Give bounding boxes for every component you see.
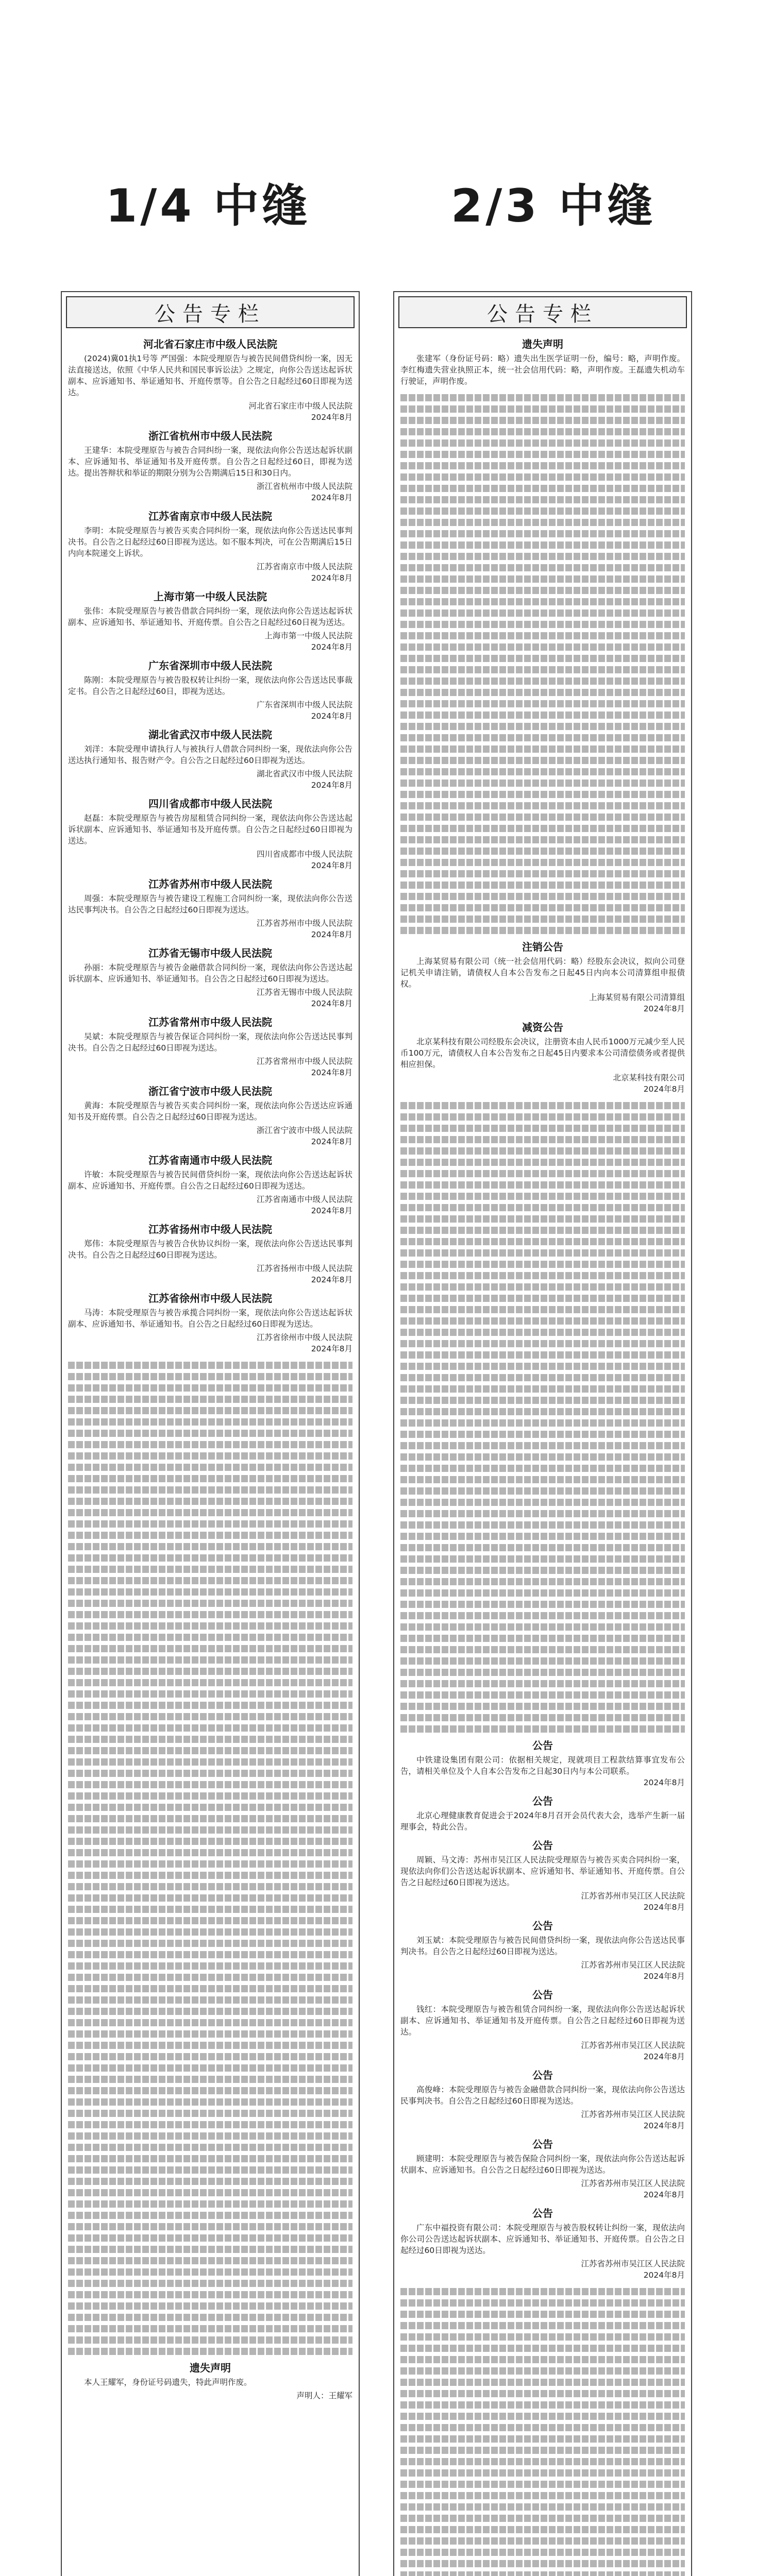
notice-signature: 江苏省徐州市中级人民法院	[256, 1333, 352, 1342]
notice-body: 李明：本院受理原告与被告买卖合同纠纷一案，现依法向你公告送达民事判决书。自公告之日起经过60日即视为送达。如不服本判决，可在公告期满后15日内向本院递交上诉状。	[68, 526, 352, 558]
notice-signature: 江苏省苏州市吴江区人民法院	[581, 2259, 685, 2268]
notice-date: 2024年8月	[311, 1275, 352, 1284]
notice-signature: 江苏省苏州市吴江区人民法院	[581, 1891, 685, 1901]
notice-body: 北京心理健康教育促进会于2024年8月召开会员代表大会，选举产生新一届理事会，特此公告。	[400, 1811, 685, 1832]
notice-signature: 江苏省扬州市中级人民法院	[256, 1264, 352, 1273]
notice-heading: 浙江省宁波市中级人民法院	[148, 1085, 272, 1097]
notice-heading: 公告	[532, 2207, 553, 2219]
notice-heading: 江苏省苏州市中级人民法院	[148, 878, 272, 890]
notice-date: 2024年8月	[311, 861, 352, 870]
lost-declaration-heading: 遗失声明	[190, 2362, 231, 2374]
notice-heading: 江苏省南京市中级人民法院	[148, 510, 272, 522]
notice-date: 2024年8月	[311, 930, 352, 939]
notice-item	[68, 798, 352, 871]
right-notice-column	[393, 291, 692, 2576]
notice-heading: 江苏省常州市中级人民法院	[148, 1016, 272, 1028]
notice-item	[400, 1920, 685, 1982]
notice-item	[68, 729, 352, 791]
notice-body: (2024)冀01执1号等 严国强：本院受理原告与被告民间借贷纠纷一案，因无法直接送达，依照《中华人民共和国民事诉讼法》之规定，向你公告送达起诉状副本、应诉通知书、举证通知书、开庭传票等。自公告之日起经过60日即视为送达。	[68, 354, 352, 397]
notice-item	[68, 1293, 352, 1354]
notice-heading: 公告	[532, 1739, 553, 1752]
notice-date: 2024年8月	[311, 1137, 352, 1146]
text-filler	[400, 394, 685, 934]
notice-heading: 江苏省徐州市中级人民法院	[148, 1292, 272, 1304]
notice-heading: 河北省石家庄市中级人民法院	[143, 338, 277, 350]
text-filler	[68, 1362, 352, 2355]
text-filler	[400, 1102, 685, 1733]
notice-item	[68, 1016, 352, 1078]
notice-date: 2024年8月	[643, 2052, 685, 2061]
notice-date: 2024年8月	[311, 999, 352, 1008]
notice-signature: 江苏省南京市中级人民法院	[256, 562, 352, 571]
notice-body: 北京某科技有限公司经股东会决议，注册资本由人民币1000万元减少至人民币100万元，请债权人自本公告发布之日起45日内要求本公司清偿债务或者提供相应担保。	[400, 1037, 685, 1069]
notice-body: 黄海：本院受理原告与被告买卖合同纠纷一案，现依法向你公告送达应诉通知书及开庭传票。自公告之日起经过60日即视为送达。	[68, 1101, 352, 1122]
right-seam-label: 2/3 中缝	[451, 179, 656, 232]
notice-body: 钱红：本院受理原告与被告租赁合同纠纷一案，现依法向你公告送达起诉状副本、应诉通知书、举证通知书及开庭传票。自公告之日起经过60日即视为送达。	[400, 2005, 685, 2037]
notice-date: 2024年8月	[311, 781, 352, 790]
left-column-banner: 公告专栏	[66, 296, 355, 328]
notice-date: 2024年8月	[311, 1344, 352, 1353]
notice-heading: 江苏省扬州市中级人民法院	[148, 1223, 272, 1235]
notice-heading: 浙江省杭州市中级人民法院	[148, 430, 272, 442]
notice-heading: 公告	[532, 1839, 553, 1852]
notice-body: 王建华：本院受理原告与被告合同纠纷一案，现依法向你公告送达起诉状副本、应诉通知书、举证通知书及开庭传票。自公告之日起经过60日，即视为送达。提出答辩状和举证的期限分别为公告期满后15日和30日内。	[68, 446, 352, 478]
text-filler	[400, 2288, 685, 2576]
notice-body: 周强：本院受理原告与被告建设工程施工合同纠纷一案，现依法向你公告送达民事判决书。自公告之日起经过60日即视为送达。	[68, 894, 352, 914]
notice-signature: 浙江省杭州市中级人民法院	[256, 482, 352, 491]
notice-heading: 湖北省武汉市中级人民法院	[148, 728, 272, 741]
left-column-body	[62, 328, 359, 2414]
notice-item	[400, 2208, 685, 2281]
lost-declaration-signature: 声明人：王耀军	[296, 2391, 352, 2400]
notice-body: 刘玉斌：本院受理原告与被告民间借贷纠纷一案，现依法向你公告送达民事判决书。自公告之日起经过60日即视为送达。	[400, 1936, 685, 1956]
notice-body: 广东中福投资有限公司：本院受理原告与被告股权转让纠纷一案，现依法向你公司公告送达起诉状副本、应诉通知书、举证通知书、开庭传票。自公告之日起经过60日即视为送达。	[400, 2223, 685, 2255]
right-column-body	[394, 328, 691, 2576]
notice-item	[68, 1155, 352, 1216]
notice-item	[400, 1795, 685, 1833]
left-seam-label: 1/4 中缝	[106, 179, 311, 232]
left-notice-column	[61, 291, 360, 2576]
lost-declaration-body: 本人王耀军，身份证号码遗失，特此声明作废。	[84, 2378, 252, 2387]
notice-body: 郑伟：本院受理原告与被告合伙协议纠纷一案，现依法向你公告送达民事判决书。自公告之日起经过60日即视为送达。	[68, 1239, 352, 1260]
notice-item	[400, 1740, 685, 1788]
notice-item	[400, 338, 685, 387]
notice-signature: 广东省深圳市中级人民法院	[256, 700, 352, 709]
notice-heading: 公告	[532, 2138, 553, 2150]
notice-body: 顾建明：本院受理原告与被告保险合同纠纷一案，现依法向你公告送达起诉状副本、应诉通知书。自公告之日起经过60日即视为送达。	[400, 2154, 685, 2175]
notice-signature: 江苏省苏州市吴江区人民法院	[581, 2110, 685, 2119]
notice-item	[400, 1989, 685, 2062]
notice-item	[68, 338, 352, 423]
right-column-banner: 公告专栏	[398, 296, 687, 328]
notice-signature: 上海某贸易有限公司清算组	[589, 993, 685, 1002]
notice-signature: 江苏省无锡市中级人民法院	[256, 988, 352, 997]
notice-signature: 江苏省南通市中级人民法院	[256, 1195, 352, 1204]
notice-item	[68, 1086, 352, 1147]
notice-signature: 江苏省苏州市吴江区人民法院	[581, 2041, 685, 2050]
notice-body: 赵磊：本院受理原告与被告房屋租赁合同纠纷一案，现依法向你公告送达起诉状副本、应诉通知书、举证通知书及开庭传票。自公告之日起经过60日即视为送达。	[68, 814, 352, 845]
notice-signature: 江苏省苏州市吴江区人民法院	[581, 1960, 685, 1970]
notice-date: 2024年8月	[643, 2190, 685, 2199]
notice-item	[68, 591, 352, 653]
notice-date: 2024年8月	[643, 1004, 685, 1013]
notice-item	[400, 1022, 685, 1095]
notice-body: 马涛：本院受理原告与被告承揽合同纠纷一案，现依法向你公告送达起诉状副本、应诉通知书、举证通知书。自公告之日起经过60日即视为送达。	[68, 1308, 352, 1329]
notice-body: 上海某贸易有限公司（统一社会信用代码：略）经股东会决议，拟向公司登记机关申请注销，请债权人自本公告发布之日起45日内向本公司清算组申报债权。	[400, 957, 685, 989]
notice-item	[400, 2070, 685, 2131]
notice-body: 许敏：本院受理原告与被告民间借贷纠纷一案，现依法向你公告送达起诉状副本、应诉通知书、开庭传票。自公告之日起经过60日即视为送达。	[68, 1170, 352, 1191]
notice-heading: 四川省成都市中级人民法院	[148, 798, 272, 810]
notice-body: 刘洋：本院受理申请执行人与被执行人借款合同纠纷一案，现依法向你公告送达执行通知书、报告财产令。自公告之日起经过60日即视为送达。	[68, 744, 352, 765]
notice-date: 2024年8月	[643, 2270, 685, 2280]
notice-heading: 上海市第一中级人民法院	[154, 590, 267, 603]
notice-date: 2024年8月	[311, 1068, 352, 1077]
notice-body: 陈刚：本院受理原告与被告股权转让纠纷一案，现依法向你公告送达民事裁定书。自公告之日起经过60日，即视为送达。	[68, 675, 352, 696]
notice-body: 中铁建设集团有限公司：依据相关规定，现就项目工程款结算事宜发布公告，请相关单位及个人自本公告发布之日起30日内与本公司联系。	[400, 1755, 685, 1776]
notice-item	[68, 511, 352, 584]
notice-date: 2024年8月	[311, 413, 352, 422]
notice-body: 高俊峰：本院受理原告与被告金融借款合同纠纷一案，现依法向你公告送达民事判决书。自公告之日起经过60日即视为送达。	[400, 2085, 685, 2106]
notice-signature: 北京某科技有限公司	[613, 1073, 685, 1082]
notice-signature: 江苏省苏州市中级人民法院	[256, 919, 352, 928]
notice-item	[68, 878, 352, 940]
notice-date: 2024年8月	[643, 1972, 685, 1981]
notice-body: 吴斌：本院受理原告与被告保证合同纠纷一案，现依法向你公告送达民事判决书。自公告之日起经过60日即视为送达。	[68, 1032, 352, 1053]
notice-heading: 公告	[532, 1795, 553, 1807]
notice-signature: 湖北省武汉市中级人民法院	[256, 769, 352, 778]
notice-signature: 江苏省常州市中级人民法院	[256, 1057, 352, 1066]
notice-item	[68, 660, 352, 722]
notice-signature: 河北省石家庄市中级人民法院	[248, 401, 352, 411]
notice-item	[400, 941, 685, 1014]
notice-body: 孙丽：本院受理原告与被告金融借款合同纠纷一案，现依法向你公告送达起诉状副本、应诉通知书、举证通知书。自公告之日起经过60日即视为送达。	[68, 963, 352, 984]
notice-signature: 浙江省宁波市中级人民法院	[256, 1126, 352, 1135]
notice-item	[400, 1840, 685, 1913]
notice-heading: 江苏省南通市中级人民法院	[148, 1154, 272, 1166]
notice-heading: 广东省深圳市中级人民法院	[148, 659, 272, 672]
notice-heading: 减资公告	[522, 1021, 563, 1033]
notice-date: 2024年8月	[311, 642, 352, 652]
notice-body: 张建军（身份证号码：略）遗失出生医学证明一份，编号：略，声明作废。李红梅遗失营业执照正本，统一社会信用代码：略，声明作废。王磊遗失机动车行驶证，声明作废。	[400, 354, 685, 386]
notice-heading: 公告	[532, 1920, 553, 1932]
lost-declaration	[68, 2362, 352, 2401]
notice-item	[400, 2139, 685, 2200]
notice-heading: 公告	[532, 1989, 553, 2001]
notice-date: 2024年8月	[311, 573, 352, 583]
notice-heading: 公告	[532, 2069, 553, 2081]
notice-date: 2024年8月	[643, 1084, 685, 1094]
page-header	[0, 0, 773, 268]
notice-signature: 上海市第一中级人民法院	[264, 631, 352, 640]
notice-date: 2024年8月	[643, 1903, 685, 1912]
notice-signature: 四川省成都市中级人民法院	[256, 850, 352, 859]
notice-heading: 江苏省无锡市中级人民法院	[148, 947, 272, 959]
notice-item	[68, 947, 352, 1009]
notice-item	[68, 430, 352, 503]
notice-body: 周颖、马文涛：苏州市吴江区人民法院受理原告与被告买卖合同纠纷一案，现依法向你们公告送达起诉状副本、应诉通知书、举证通知书、开庭传票。自公告之日起经过60日即视为送达。	[400, 1855, 685, 1887]
notice-heading: 注销公告	[522, 941, 563, 953]
notice-heading: 遗失声明	[522, 338, 563, 350]
notice-item	[68, 1224, 352, 1285]
notice-body: 张伟：本院受理原告与被告借款合同纠纷一案，现依法向你公告送达起诉状副本、应诉通知书、举证通知书、开庭传票。自公告之日起经过60日视为送达。	[68, 606, 352, 627]
notice-date: 2024年8月	[311, 711, 352, 721]
notice-signature: 江苏省苏州市吴江区人民法院	[581, 2179, 685, 2188]
notice-date: 2024年8月	[311, 493, 352, 502]
notice-date: 2024年8月	[311, 1206, 352, 1215]
notice-date: 2024年8月	[643, 1778, 685, 1787]
notice-date: 2024年8月	[643, 2121, 685, 2130]
